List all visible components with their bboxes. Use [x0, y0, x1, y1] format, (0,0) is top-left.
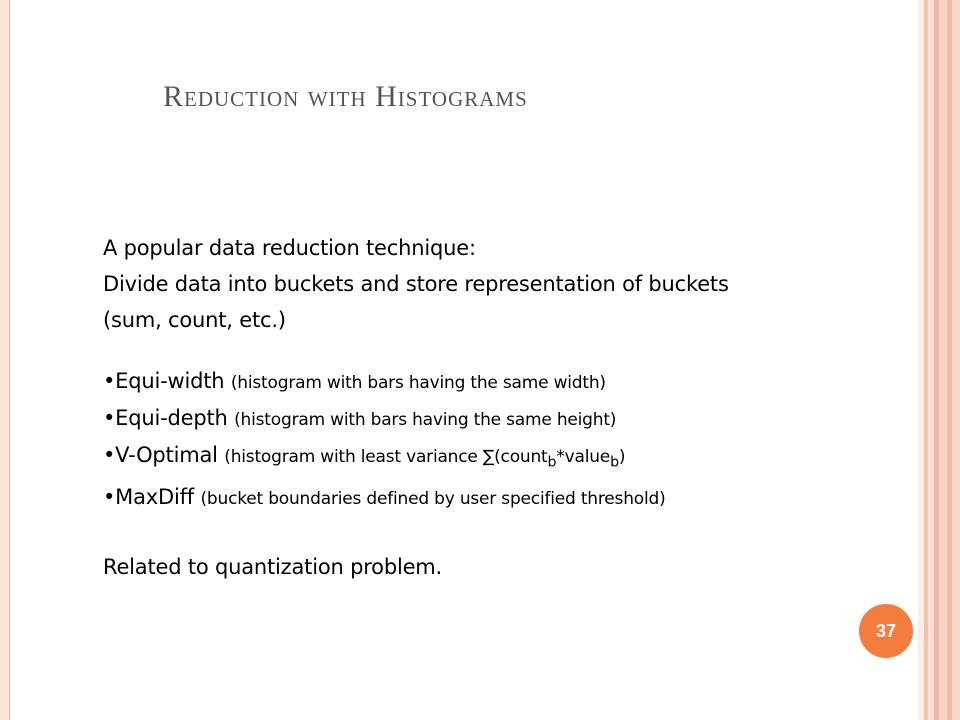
right-decorative-border [918, 0, 960, 720]
slide-title: Reduction with Histograms [163, 80, 528, 113]
intro-line: Divide data into buckets and store representation of buckets [103, 272, 729, 296]
formula-text: *value [556, 447, 611, 467]
bullet-description: (histogram with bars having the same height) [234, 410, 617, 430]
bullet-description: (bucket boundaries defined by user specified threshold) [200, 489, 666, 510]
bullet-description [224, 447, 626, 471]
intro-line: (sum, count, etc.) [103, 308, 286, 332]
slide-body [103, 230, 823, 585]
formula-text: (histogram with least variance ∑(count [224, 447, 548, 467]
page-number-badge: 37 [859, 604, 913, 658]
intro-line: A popular data reduction technique: [103, 236, 476, 260]
bullet-term: •Equi-width [103, 369, 225, 393]
bullet-equi-width [103, 364, 823, 401]
bullet-term: •Equi-depth [103, 406, 228, 430]
bullet-term: •MaxDiff [103, 485, 194, 510]
bullet-term: •V-Optimal [103, 443, 218, 467]
bullet-v-optimal [103, 438, 823, 480]
bullet-maxdiff [103, 480, 823, 517]
formula-text: ) [618, 447, 626, 467]
closing-line: Related to quantization problem. [103, 555, 443, 580]
bullet-equi-depth [103, 401, 823, 438]
formula-subscript: b [547, 454, 557, 471]
bullet-description: (histogram with bars having the same width) [230, 373, 606, 393]
formula-subscript: b [610, 454, 619, 471]
left-decorative-border [0, 0, 10, 720]
